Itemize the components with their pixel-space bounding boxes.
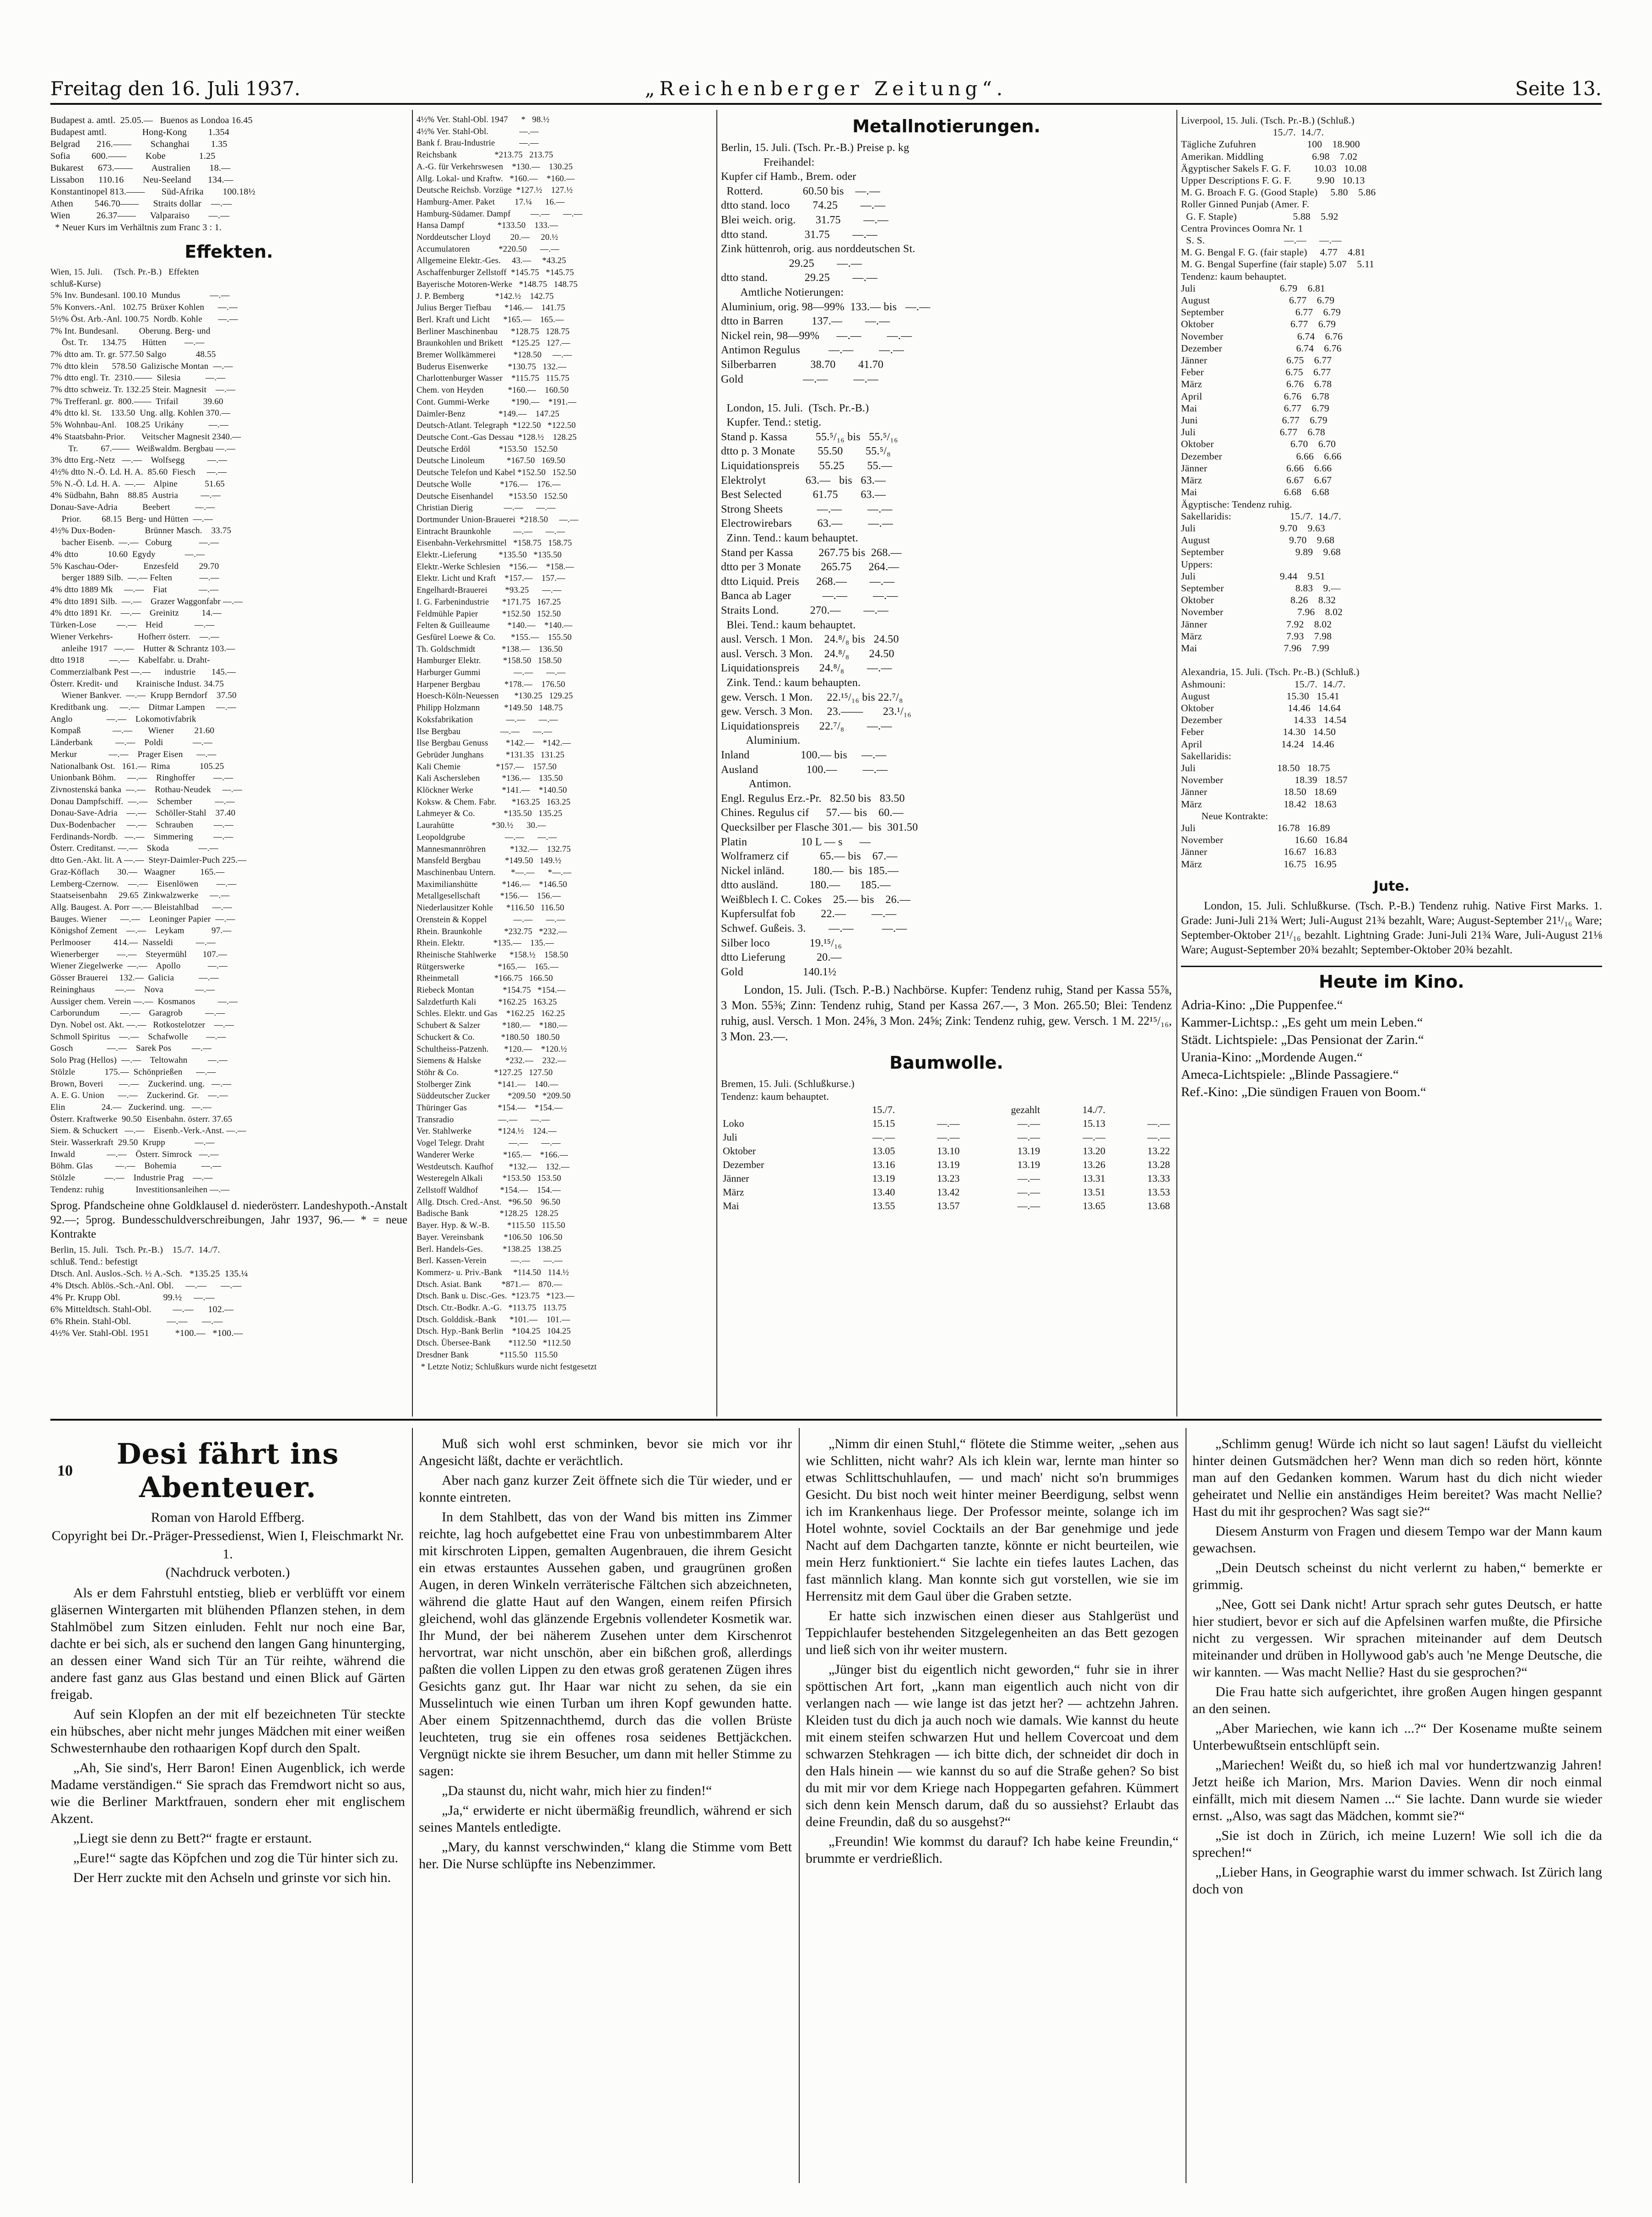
table-header-cell: [897, 1103, 961, 1117]
table-cell: 13.33: [1147, 1173, 1170, 1184]
table-header-cell: gezahlt: [1011, 1104, 1040, 1116]
novel-paragraph: „Jünger bist du eigentlich nicht geworden,“ fuhr sie in ihrer spöttischen Art fort, „kann man eigentlich auch nicht von dir verlangen nach — wie lange ist das jetzt her? — achtzehn Jahren. Kleiden tust du dich ja auch noch wie damals. Wie kannst du heute mit einem steifen schwarzen Hut und hellem Covercoat und dem schwarzen Stehkragen — ich bitte dich, der schneidet dir doch in den Hals hinein — wie kannst du so auf die Straße gehen? So bist du mit mir vor dem Kriege nach Hoppegarten gefahren. Kümmert sich denn kein Mensch darum, daß du so aussiehst? Erlaubt das deine Freundin, daß du so ausgehst?“: [806, 1662, 1179, 1829]
newspaper-title: „Reichenberger Zeitung“.: [645, 77, 1007, 100]
novel-paragraph: „Da staunst du, nicht wahr, mich hier zu finden!“: [442, 1783, 712, 1798]
table-cell: —.—: [1083, 1131, 1105, 1143]
table-cell: 13.16: [872, 1159, 895, 1171]
novel-text: [1192, 1435, 1602, 1898]
table-cell: 13.40: [872, 1186, 895, 1198]
finance-column-1: [50, 114, 407, 1414]
novel-text: [806, 1435, 1179, 1867]
table-cell: 13.42: [937, 1186, 960, 1198]
novel-paragraph: „Ah, Sie sind's, Herr Baron! Einen Augenblick, ich werde Madame verständigen.“ Sie sprach das Fremdwort nicht so aus, wie die Berliner Marktfrauen, sondern eher mit englischem Akzent.: [50, 1760, 405, 1826]
column-divider: [412, 1428, 413, 2183]
table-cell: 15.15: [872, 1118, 895, 1130]
table-cell: 13.19: [872, 1173, 895, 1184]
novel-text: [50, 1584, 405, 1886]
table-cell: 13.19: [1017, 1145, 1040, 1157]
table-cell: 13.65: [1083, 1200, 1105, 1212]
table-cell: 13.19: [937, 1159, 960, 1171]
table-cell: 13.28: [1147, 1159, 1170, 1171]
berlin-stock-list: 4½% Ver. Stahl-Obl. 1947 * 98.½ 4½% Ver. Stahl-Obl. —.— Bank f. Brau-Industrie —.— Reichsbank *213.75 213.75 A.-G. für Verkehrswesen *130.— 130.25 Allg. Lokal- und Kraftw. *160.— *160.— Deutsche Reichsb. Vorzüge *127.½ 127.½ Hamburg-Amer. Paket 17.¼ 16.— Hamburg-Südamer. Dampf —.— —.— Hansa Dampf *133.50 133.— Norddeutscher Lloyd 20.— 20.½ Accumulatoren *220.50 —.— Allgemeine Elektr.-Ges. 43.— *43.25 Aschaffenburger Zellstoff *145.75 *145.75 Bayerische Motoren-Werke *148.75 148.75 J. P. Bemberg *142.½ 142.75 Julius Berger Tiefbau *146.— 141.75 Berl. Kraft und Licht *165.— 165.— Berliner Maschinenbau *128.75 128.75 Braunkohlen und Brikett *125.25 127.— Bremer Wollkämmerei *128.50 —.— Buderus Eisenwerke *130.75 132.— Charlottenburger Wasser *115.75 115.75 Chem. von Heyden *160.— 160.50 Cont. Gummi-Werke *190.— *191.— Daimler-Benz *149.— 147.25 Deutsch-Atlant. Telegraph *122.50 *122.50 Deutsche Cont.-Gas Dessau *128.½ 128.25 Deutsche Erdöl *153.50 152.50 Deutsche Linoleum *167.50 169.50 Deutsche Telefon und Kabel *152.50 152.50 Deutsche Wolle *176.— 176.— Deutsche Eisenhandel *153.50 152.50 Christian Dierig —.— —.— Dortmunder Union-Brauerei *218.50 —.— Eintracht Braunkohle —.— —.— Eisenbahn-Verkehrsmittel *158.75 158.75 Elektr.-Lieferung *135.50 *135.50 Elektr.-Werke Schlesien *156.— *158.— Elektr. Licht und Kraft *157.— 157.— Engelhardt-Brauerei *93.25 —.— I. G. Farbenindustrie *171.75 167.25 Feldmühle Papier *152.50 152.50 Felten & Guilleaume *140.— *140.— Gesfürel Loewe & Co. *155.— 155.50 Th. Goldschmidt *138.— 136.50 Hamburger Elektr. *158.50 158.50 Harburger Gummi —.— —.— Harpener Bergbau *178.— 176.50 Hoesch-Köln-Neuessen *130.25 129.25 Philipp Holzmann *149.50 148.75 Koksfabrikation —.— —.— Ilse Bergbau —.— —.— Ilse Bergbau Genuss *142.— *142.— Gebrüder Junghans *131.35 131.25 Kali Chemie *157.— 157.50 Kali Aschersleben *136.— 135.50 Klöckner Werke *141.— *140.50 Koksw. & Chem. Fabr. *163.25 163.25 Lahmeyer & Co. *135.50 135.25 Laurahütte *30.½ 30.— Leopoldgrube —.— —.— Mannesmannröhren *132.— 132.75 Mansfeld Bergbau *149.50 149.½ Maschinenbau Untern. *—.— *—.— Maximilianshütte *146.— *146.50 Metallgesellschaft *156.— 156.— Niederlausitzer Kohle *116.50 116.50 Orenstein & Koppel —.— —.— Rhein. Braunkohle *232.75 *232.— Rhein. Elektr. *135.— 135.— Rheinische Stahlwerke *158.½ 158.50 Rütgerswerke *165.— 165.— Rheinmetall *166.75 166.50 Riebeck Montan *154.75 *154.— Salzdetfurth Kali *162.25 163.25 Schles. Elektr. und Gas *162.25 162.25 Schubert & Salzer *180.— *180.— Schuckert & Co. *180.50 180.50 Schultheiss-Patzenh. *120.— *120.½ Siemens & Halske *232.— 232.— Stöhr & Co. *127.25 127.50 Stolberger Zink *141.— 140.— Süddeutscher Zucker *209.50 *209.50 Thüringer Gas *154.— *154.— Transradio —.— —.— Ver. Stahlwerke *124.½ 124.— Vogel Telegr. Draht —.— —.— Wanderer Werke *165.— *166.— Westdeutsch. Kaufhof *132.— 132.— Westeregeln Alkali *153.50 153.50 Zellstoff Waldhof *154.— 154.— Allg. Dtsch. Cred.-Anst. *96.50 96.50 Badische Bank *128.25 128.25 Bayer. Hyp. & W.-B. *115.50 115.50 Bayer. Vereinsbank *106.50 106.50 Berl. Handels-Ges. *138.25 138.25 Berl. Kassen-Verein —.— —.— Kommerz- u. Priv.-Bank *114.50 114.½ Dtsch. Asiat. Bank *871.— 870.— Dtsch. Bank u. Disc.-Ges. *123.75 *123.— Dtsch. Ctr.-Bodkr. A.-G. *113.75 113.75 Dtsch. Golddisk.-Bank *101.— 101.— Dtsch. Hyp.-Bank Berlin *104.25 104.25 Dtsch. Übersee-Bank *112.50 *112.50 Dresdner Bank *115.50 115.50 * Letzte Notiz; Schlußkurs wurde nicht festgesetzt: [417, 115, 597, 1372]
finance-column-3: [721, 114, 1172, 1414]
london-aftermarket: London, 15. Juli. (Tsch. P.-B.) Nachbörse. Kupfer: Tendenz ruhig, Stand per Kassa 55⅞, 3 Mon. 55⅜; Zinn: Tendenz ruhig, Stand per Kassa 267.—, 3 Mon. 265.50; Blei: Tendenz ruhig, ausl. Versch. 1 Mon. 24⅝, 3 Mon. 24⅝; Zink: Tendenz ruhig, gew. Versch. 1 M. 22¹⁵/₁₆, 3 Mon. 23.—.: [721, 983, 1172, 1044]
bremen-header: Bremen, 15. Juli. (Schlußkurse.) Tendenz: kaum behauptet.: [721, 1078, 855, 1103]
novel-copyright: Copyright bei Dr.-Präger-Pressedienst, Wien I, Fleischmarkt Nr. 1.: [51, 1528, 404, 1562]
novel-paragraph: Auf sein Klopfen an der mit elf bezeichneten Tür steckte ein hübsches, aber nicht mehr junges Mädchen mit einer weißen Schwesternhaube den rothaarigen Kopf durch den Spalt.: [50, 1707, 405, 1756]
table-row: [721, 1199, 1172, 1213]
table-cell: —.—: [1147, 1118, 1170, 1130]
novel-paragraph: „Dein Deutsch scheinst du nicht verlernt zu haben,“ bemerkte er grimmig.: [1192, 1560, 1602, 1592]
novel-paragraph: „Liegt sie denn zu Bett?“ fragte er erstaunt.: [73, 1831, 312, 1846]
table-cell: 13.05: [872, 1145, 895, 1157]
jute-report: London, 15. Juli. Schlußkurse. (Tsch. P.-B.) Tendenz ruhig. Native First Marks. 1. Grade: Juni-Juli 21¾ Wert; Juli-August 21¾ bezahlt, Ware; August-September 21¹/₁₆ Ware; September-Oktober 21¹/₁₆ bezahlt. Lightning Grade: Juni-Juli 21¾ Ware, Juli-August 21⅛ Ware; August-September 20¾ bezahlt; September-Oktober 20¾ bezahlt.: [1181, 899, 1602, 956]
table-row: [721, 1158, 1172, 1172]
baumwolle-title: Baumwolle.: [889, 1053, 1003, 1073]
table-cell: 13.51: [1083, 1186, 1105, 1198]
novel-paragraph: Diesem Ansturm von Fragen und diesem Tempo war der Mann kaum gewachsen.: [1192, 1524, 1602, 1556]
table-cell: 13.22: [1147, 1145, 1170, 1157]
cotton-table: [721, 1103, 1172, 1213]
novel-paragraph: „Mary, du kannst verschwinden,“ klang die Stimme vom Bett her. Die Nurse schlüpfte ins Nebenzimmer.: [419, 1839, 792, 1871]
table-row: [721, 1185, 1172, 1199]
table-cell: 15.13: [1083, 1118, 1105, 1130]
novel-paragraph: Aber nach ganz kurzer Zeit öffnete sich die Tür wieder, und er konnte eintreten.: [419, 1473, 792, 1505]
novel-paragraph: „Lieber Hans, in Geographie warst du immer schwach. Ist Zürich lang doch von: [1192, 1865, 1602, 1897]
novel-paragraph: „Eure!“ sagte das Köpfchen und zog die Tür hinter sich zu.: [73, 1850, 399, 1866]
novel-note: (Nachdruck verboten.): [165, 1565, 290, 1580]
novel-paragraph: „Freundin! Wie kommst du darauf? Ich habe keine Freundin,“ brummte er verdrießlich.: [806, 1834, 1179, 1866]
page-header: [50, 76, 1602, 105]
table-cell: 13.57: [937, 1200, 960, 1212]
table-cell: Jänner: [723, 1173, 749, 1184]
table-cell: 13.10: [937, 1145, 960, 1157]
metal-prices: Berlin, 15. Juli. (Tsch. Pr.-B.) Preise p. kg Freihandel: Kupfer cif Hamb., Brem. oder Rotterd. 60.50 bis —.— dtto stand. loco 74.25 —.— Blei weich. orig. 31.75 —.— dtto stand. 31.75 —.— Zink hüttenroh, orig. aus norddeutschen St. 29.25 —.— dtto stand. 29.25 —.— Amtliche Notierungen: Aluminium, orig. 98—99% 133.— bis —.— dtto in Barren 137.— —.— Nickel rein, 98—99% —.— —.— Antimon Regulus —.— —.— Silberbarren 38.70 41.70 Gold —.— —.— London, 15. Juli. (Tsch. Pr.-B.) Kupfer. Tend.: stetig. Stand p. Kassa 55.⁵/₁₆ bis 55.⁵/₁₆ dtto p. 3 Monate 55.50 55.⁵/₈ Liquidationspreis 55.25 55.— Elektrolyt 63.— bis 63.— Best Selected 61.75 63.— Strong Sheets —.— —.— Electrowirebars 63.— —.— Zinn. Tend.: kaum behauptet. Stand per Kassa 267.75 bis 268.— dtto per 3 Monate 265.75 264.— dtto Liquid. Preis 268.— —.— Banca ab Lager —.— —.— Straits Lond. 270.— —.— Blei. Tend.: kaum behauptet. ausl. Versch. 1 Mon. 24.⁸/₈ bis 24.50 ausl. Versch. 3 Mon. 24.⁸/₈ 24.50 Liquidationspreis 24.⁸/₈ —.— Zink. Tend.: kaum behaupten. gew. Versch. 1 Mon. 22.¹⁵/₁₆ bis 22.⁷/₈ gew. Versch. 3 Mon. 23.—— 23.¹/₁₆ Liquidationspreis 22.⁷/₈ —.— Aluminium. Inland 100.— bis —.— Ausland 100.— —.— Antimon. Engl. Regulus Erz.-Pr. 82.50 bis 83.50 Chines. Regulus cif 57.— bis 60.— Quecksilber per Flasche 301.— bis 301.50 Platin 10 L — s — Wolframerz cif 65.— bis 67.— Nickel inländ. 180.— bis 185.— dtto ausländ. 180.— 185.— Weißblech I. C. Cokes 25.— bis 26.— Kupfersulfat fob 22.— —.— Schwef. Gußeis. 3. —.— —.— Silber loco 19.¹⁵/₁₆ dtto Lieferung 20.— Gold 140.1½: [721, 142, 931, 978]
finance-column-2: [417, 114, 712, 1414]
table-row: [721, 1117, 1172, 1130]
novel-paragraph: „Mariechen! Weißt du, so hieß ich mal vor hundertzwanzig Jahren! Jetzt heiße ich Marion, Mrs. Marion Davies. Wenn dir noch einmal einfällt, mich mit diesem Namen ...“ Sie lachte. Dann wurde sie wieder ernst. „Also, was sagt das Mädchen, kommt sie?“: [1192, 1757, 1602, 1823]
jute-title: Jute.: [1373, 878, 1410, 894]
novel-column-2: [419, 1433, 792, 2201]
table-cell: —.—: [1147, 1131, 1170, 1143]
metal-title: Metallnotierungen.: [852, 116, 1040, 136]
table-cell: Juli: [723, 1131, 737, 1143]
table-row: [721, 1130, 1172, 1144]
novel-paragraph: Als er dem Fahrstuhl entstieg, blieb er verblüfft vor einem gläsernen Wintergarten mit blühenden Pflanzen stehen, in dem Stahlmöbel zum Sitzen einluden. Fehlt nur noch eine Bar, dachte er bei sich, als er suchend den langen Gang hinunterging, an dessen einer Wand sich Tür an Tür reihte, während die andere fast ganz aus Glas bestand und einen Blick auf Gärten freigab.: [50, 1585, 405, 1702]
novel-paragraph: Der Herr zuckte mit den Achseln und grinste vor sich hin.: [73, 1870, 391, 1885]
table-cell: 13.55: [872, 1200, 895, 1212]
feuilleton-number: 10: [57, 1462, 73, 1479]
novel-paragraph: „Nimm dir einen Stuhl,“ flötete die Stimme weiter, „sehen aus wie Schlitten, nicht wahr? Als ich klein war, lernte man hinter so etwas Schlittschuhlaufen, — und mach' nicht so'n brummiges Gesicht. Du bist noch weit hinter meiner Beerdigung, selbst wenn ich im Krankenhaus liege. Der Professor meinte, solange ich im Hotel wohnte, soviel Cocktails an der Bar genehmige und jede Nacht auf dem Dachgarten tanzte, könnte er nicht beurteilen, wie mein Herz funktioniert.“ Sie lachte ein tiefes lautes Lachen, das fast männlich klang. Man konnte sich gut vorstellen, wie sie im Herrensitz mit dem Gaul über die Graben setzte.: [806, 1436, 1179, 1604]
table-header-cell: 14./7.: [1082, 1104, 1105, 1116]
issue-date: Freitag den 16. Juli 1937.: [50, 77, 301, 100]
table-header-cell: [721, 1103, 832, 1117]
table-cell: —.—: [1017, 1173, 1040, 1184]
novel-paragraph: Muß sich wohl erst schminken, bevor sie mich vor ihr Angesicht läßt, dachte er verächtlich.: [419, 1436, 792, 1468]
table-cell: Loko: [723, 1118, 744, 1130]
page-number: Seite 13.: [1515, 77, 1602, 100]
kino-listing: Adria-Kino: „Die Puppenfee.“ Kammer-Lichtsp.: „Es geht um mein Leben.“ Städt. Lichtspiele: „Das Pensionat der Zarin.“ Urania-Kino: „Mordende Augen.“ Ameca-Lichtspiele: „Blinde Passagiere.“ Ref.-Kino: „Die sündigen Frauen von Boom.“: [1181, 997, 1426, 1099]
exchange-rates: Budapest a. amtl. 25.05.— Buenos as Londoa 16.45 Budapest amtl. Hong-Kong 1.354 Belgrad 216.—— Schanghai 1.35 Sofia 600.—— Kobe 1.25 Bukarest 673.—— Australien 18.— Lissabon 110.16 Neu-Seeland 134.— Konstantinopel 813.—— Süd-Afrika 100.18½ Athen 546.70—— Straits dollar —.— Wien 26.37—— Valparaiso —.— * Neuer Kurs im Verhältnis zum Franc 3 : 1.: [50, 115, 255, 233]
table-cell: 13.20: [1083, 1145, 1105, 1157]
novel-paragraph: „Ja,“ erwiderte er nicht übermäßig freundlich, während er sich seines Mantels entledigte.: [419, 1803, 792, 1835]
table-header-cell: [1107, 1103, 1172, 1117]
pfandbrief-note: Sprog. Pfandscheine ohne Goldklausel d. niederösterr. Landeshypoth.-Anstalt 92.—; 5prog. Bundesschuldverschreibungen, Jahr 1937, 96.— * = neue Kontrakte: [50, 1199, 407, 1240]
novel-subtitle: Roman von Harold Effberg.: [151, 1510, 305, 1525]
table-header-cell: 15./7.: [872, 1104, 895, 1116]
novel-paragraph: Er hatte sich inzwischen einen dieser aus Stahlgerüst und Teppichlaufer bestehenden Sitzgelegenheiten an das Bett gezogen und ließ sich von ihr weiter mustern.: [806, 1608, 1179, 1657]
novel-paragraph: „Sie ist doch in Zürich, ich meine Luzern! Wie soll ich die da sprechen!“: [1192, 1828, 1602, 1860]
finance-column-4: [1181, 114, 1602, 1414]
cotton-liverpool-alexandria: Liverpool, 15. Juli. (Tsch. Pr.-B.) (Schluß.) 15./7. 14./7. Tägliche Zufuhren 100 18.900 Amerikan. Middling 6.98 7.02 Ägyptischer Sakels F. G. F. 10.03 10.08 Upper Descriptions F. G. F. 9.90 10.13 M. G. Broach F. G. (Good Staple) 5.80 5.86 Roller Ginned Punjab (Amer. F. G. F. Staple) 5.88 5.92 Centra Provinces Oomra Nr. 1 S. S. —.— —.— M. G. Bengal F. G. (fair staple) 4.77 4.81 M. G. Bengal Superfine (fair staple) 5.07 5.11 Tendenz: kaum behauptet. Juli 6.79 6.81 August 6.77 6.79 September 6.77 6.79 Oktober 6.77 6.79 November 6.74 6.76 Dezember 6.74 6.76 Jänner 6.75 6.77 Feber 6.75 6.77 März 6.76 6.78 April 6.76 6.78 Mai 6.77 6.79 Juni 6.77 6.79 Juli 6.77 6.78 Oktober 6.70 6.70 Dezember 6.66 6.66 Jänner 6.66 6.66 März 6.67 6.67 Mai 6.68 6.68 Ägyptische: Tendenz ruhig. Sakellaridis: 15./7. 14./7. Juli 9.70 9.63 August 9.70 9.68 September 9.89 9.68 Uppers: Juli 9.44 9.51 September 8.83 9.— Oktober 8.26 8.32 November 7.96 8.02 Jänner 7.92 8.02 März 7.93 7.98 Mai 7.96 7.99 Alexandria, 15. Juli. (Tsch. Pr.-B.) (Schluß.) Ashmouni: 15./7. 14./7. August 15.30 15.41 Oktober 14.46 14.64 Dezember 14.33 14.54 Feber 14.30 14.50 April 14.24 14.46 Sakellaridis: Juli 18.50 18.75 November 18.39 18.57 Jänner 18.50 18.69 März 18.42 18.63 Neue Kontrakte: Juli 16.78 16.89 November 16.60 16.84 Jänner 16.67 16.83 März 16.75 16.95: [1181, 115, 1376, 870]
table-cell: —.—: [1017, 1200, 1040, 1212]
vienna-stock-list: Wien, 15. Juli. (Tsch. Pr.-B.) Effekten schluß-Kurse) 5% Inv. Bundesanl. 100.10 Mundus —.— 5% Konvers.-Anl. 102.75 Brüxer Kohlen —.— 5½% Öst. Arb.-Anl. 100.75 Nordb. Kohle —.— 7% Int. Bundesanl. Oberung. Berg- und Öst. Tr. 134.75 Hütten —.— 7% dtto am. Tr. gr. 577.50 Salgo 48.55 7% dtto klein 578.50 Galizische Montan —.— 7% dtto engl. Tr. 2310.—— Silesia —.— 7% dtto schweiz. Tr. 132.25 Steir. Magnesit —.— 7% Trefferanl. gr. 800.—— Trifail 39.60 4% dtto kl. St. 133.50 Ung. allg. Kohlen 370.— 5% Wohnbau-Anl. 108.25 Urikány —.— 4% Staatsbahn-Prior. Veitscher Magnesit 2340.— Tr. 67.—— Weißwaldm. Bergbau —.— 3% dtto Erg.-Netz —.— Wolfsegg —.— 4½% dtto N.-Ö. Ld. H. A. 85.60 Fiesch —.— 5% N.-Ö. Ld. H. A. —.— Alpine 51.65 4% Südbahn, Bahn 88.85 Austria —.— Donau-Save-Adria Beebert —.— Prior. 68.15 Berg- und Hütten —.— 4½% Dux-Boden- Brünner Masch. 33.75 bacher Eisenb. —.— Coburg —.— 4% dtto 10.60 Egydy —.— 5% Kaschau-Oder- Enzesfeld 29.70 berger 1889 Silb. —.— Felten —.— 4% dtto 1889 Mk —.— Fiat —.— 4% dtto 1891 Silb. —.— Grazer Waggonfabr —.— 4% dtto 1891 Kr. —.— Greinitz 14.— Türken-Lose —.— Heid —.— Wiener Verkehrs- Hofherr österr. —.— anleihe 1917 —.— Hutter & Schrantz 103.— dtto 1918 —.— Kabelfabr. u. Draht- Commerzialbank Pest —.— industrie 145.— Österr. Kredit- und Krainische Indust. 34.75 Wiener Bankver. —.— Krupp Berndorf 37.50 Kreditbank ung. —.— Ditmar Lampen —.— Anglo —.— Lokomotivfabrik Kompaß —.— Wiener 21.60 Länderbank —.— Poldi —.— Merkur —.— Prager Eisen —.— Nationalbank Ost. 161.— Rima 105.25 Unionbank Böhm. —.— Ringhoffer —.— Zivnostenská banka —.— Rothau-Neudek —.— Donau Dampfschiff. —.— Schember —.— Donau-Save-Adria —.— Schöller-Stahl 37.40 Dux-Bodenbacher —.— Schrauben —.— Ferdinands-Nordb. —.— Simmering —.— Österr. Creditanst. —.— Skoda —.— dtto Gen.-Akt. lit. A —.— Steyr-Daimler-Puch 225.— Graz-Köflach 30.— Waagner 165.— Lemberg-Czernow. —.— Eisenlöwen —.— Staatseisenbahn 29.65 Zinkwalzwerke —.— Allg. Baugest. A. Porr —.— Bleistahlbad —.— Bauges. Wiener —.— Leoninger Papier —.— Königshof Zement —.— Leykam 97.— Perlmooser 414.— Nasseldi —.— Wienerberger —.— Steyermühl 107.— Wiener Ziegelwerke —.— Apollo —.— Gösser Brauerei 132.— Galicia —.— Reininghaus —.— Nova —.— Aussiger chem. Verein —.— Kosmanos —.— Carborundum —.— Garagrob —.— Dyn. Nobel ost. Akt. —.— Rotkostelotzer —.— Schmoll Spiritus —.— Schafwolle —.— Gosch —.— Sarek Pos —.— Solo Prag (Hellos) —.— Teltowahn —.— Stölzle 175.— Schönprießen —.— Brown, Boveri —.— Zuckerind. ung. —.— A. E. G. Union —.— Zuckerind. Gr. —.— Elin 24.— Zuckerind. ung. —.— Österr. Kraftwerke 90.50 Eisenbahn. österr. 37.65 Siem. & Schuckert —.— Eisenb.-Verk.-Anst. —.— Steir. Wasserkraft 29.50 Krupp —.— Inwald —.— Österr. Simrock —.— Böhm. Glas —.— Bohemia —.— Stölzle —.— Industrie Prag —.— Tendenz: ruhig Investitionsanleihen —.—: [50, 267, 247, 1195]
table-cell: Oktober: [723, 1145, 756, 1157]
table-row: [721, 1144, 1172, 1158]
novel-column-1: [50, 1433, 405, 2201]
column-divider: [412, 110, 413, 1417]
table-cell: 13.19: [1017, 1159, 1040, 1171]
table-cell: —.—: [1017, 1131, 1040, 1143]
table-cell: 13.23: [937, 1173, 960, 1184]
column-divider: [1176, 110, 1177, 1417]
effekten-title: Effekten.: [184, 242, 273, 262]
section-rule: [50, 1419, 1602, 1421]
novel-paragraph: Die Frau hatte sich aufgerichtet, ihre großen Augen hingen gespannt an den seinen.: [1192, 1684, 1602, 1716]
novel-column-3: [806, 1433, 1179, 2201]
novel-column-4: [1192, 1433, 1602, 2201]
table-cell: —.—: [1017, 1186, 1040, 1198]
table-cell: —.—: [937, 1118, 960, 1130]
table-cell: —.—: [872, 1131, 895, 1143]
column-divider: [716, 110, 717, 1417]
novel-text: [419, 1435, 792, 1872]
table-cell: März: [723, 1186, 744, 1198]
table-row: [721, 1172, 1172, 1185]
novel-paragraph: „Aber Mariechen, wie kann ich ...?“ Der Kosename mußte seinem Unterbewußtsein entschlüpft sein.: [1192, 1721, 1602, 1753]
table-cell: 13.31: [1083, 1173, 1105, 1184]
table-cell: —.—: [937, 1131, 960, 1143]
novel-paragraph: In dem Stahlbett, das von der Wand bis mitten ins Zimmer reichte, lag hoch aufgebettet eine Frau von unbestimmbarem Alter mit kirschroten Lippen, gemalten Augenbrauen, die ihrem Gesicht ein etwas erstauntes Aussehen gaben, und graugrünen großen Augen, in deren Winkeln verräterische Fältchen sich abzeichneten, während die glatte Haut auf den Wangen, einem reifen Pfirsich gleichend, wohl das glänzende Ergebnis vollendeter Kosmetik war. Ihr Mund, der bei näherem Zusehen unter dem Kirschenrot hervortrat, war nicht unschön, aber ein bißchen groß, allerdings paßten die vollen Lippen zu den etwas groß geratenen Zügen ihres Gesichts ganz gut. Ihr Haar war nicht zu sehen, da sie ein Musselintuch wie einen Turban um ihren Kopf gewunden hatte. Aber einem Spitzennachthemd, durch das die vollen Brüste leuchteten, trug sie ein offenes rosa seidenes Bettjäckchen. Vergnügt nickte sie ihrem Besucher, um dann mit heller Stimme zu sagen:: [419, 1509, 792, 1779]
table-cell: —.—: [1017, 1118, 1040, 1130]
table-cell: 13.26: [1083, 1159, 1105, 1171]
novel-paragraph: „Schlimm genug! Würde ich nicht so laut sagen! Läufst du vielleicht hinter deinen Gutsmädchen her? Wenn man dich so reden hört, könnte man auf den Gedanken kommen. Warum hast du dich nicht wieder geheiratet und Nellie ein anständiges Heim bereitet? Was macht Nellie? Hast du mit ihr gesprochen? Was sagt sie?“: [1192, 1436, 1602, 1519]
novel-title: Desi fährt ins Abenteuer.: [116, 1437, 339, 1504]
berlin-bonds: Berlin, 15. Juli. Tsch. Pr.-B.) 15./7. 14./7. schluß. Tend.: befestigt Dtsch. Anl. Auslos.-Sch. ½ A.-Sch. *135.25 135.¼ 4% Dtsch. Ablös.-Sch.-Anl. Obl. —.— —.— 4% Pr. Krupp Obl. 99.½ —.— 6% Mitteldtsch. Stahl-Obl. —.— 102.— 6% Rhein. Stahl-Obl. —.— —.— 4½% Ver. Stahl-Obl. 1951 *100.— *100.—: [50, 1244, 248, 1338]
table-cell: 13.68: [1147, 1200, 1170, 1212]
table-cell: 13.53: [1147, 1186, 1170, 1198]
kino-title: Heute im Kino.: [1181, 966, 1602, 992]
table-cell: Dezember: [723, 1159, 764, 1171]
column-divider: [799, 1428, 800, 2183]
table-cell: Mai: [723, 1200, 739, 1212]
novel-paragraph: „Nee, Gott sei Dank nicht! Artur sprach sehr gutes Deutsch, er hatte hier studiert, bevor er sich auf die Apfelsinen warfen mußte, die Pfirsiche nicht zu vergessen. Wir sprachen miteinander auf dem Deutsch miteinander und drüben in Hollywood gab's auch 'ne Menge Deutsche, die wir kannten. — Was macht Nellie? Hast du sie gesprochen?“: [1192, 1597, 1602, 1680]
